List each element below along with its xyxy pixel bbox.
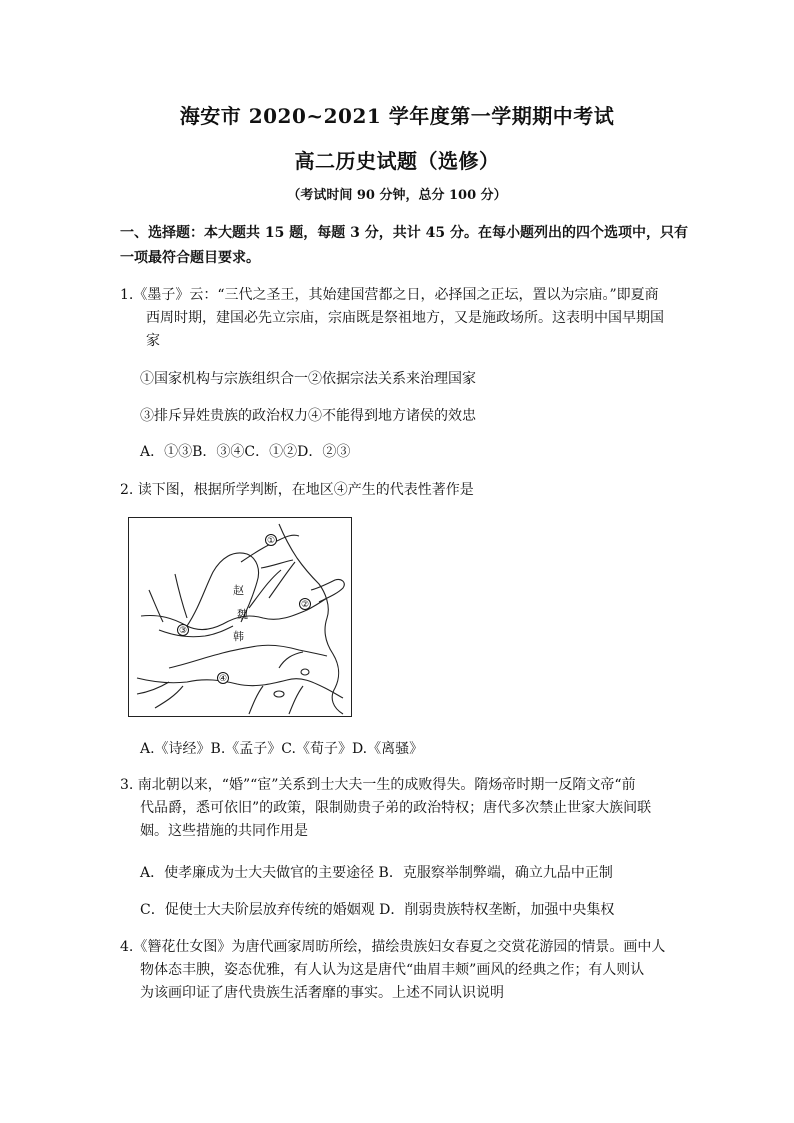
q4-stem-line1: 4.《簪花仕女图》为唐代画家周昉所绘，描绘贵族妇女春夏之交赏花游园的情景。画中人: [120, 939, 666, 955]
section-heading-line1: 一、选择题：本大题共 15 题，每题 3 分，共计 45 分。在每小题列出的四个选项中，只有: [120, 225, 688, 241]
map-marker-4: ④: [218, 674, 228, 684]
q2-stem: 2. 读下图，根据所学判断，在地区④产生的代表性著作是: [120, 482, 474, 498]
exam-title: 海安市 2020~2021 学年度第一学期期中考试: [179, 104, 615, 128]
map-marker-2: ②: [300, 600, 310, 610]
map-label-zhao: 赵: [233, 584, 244, 597]
map-marker-1: ①: [266, 536, 276, 546]
exam-info: （考试时间 90 分钟，总分 100 分）: [287, 188, 507, 203]
map-label-wei: 魏: [237, 608, 248, 621]
exam-subject: 高二历史试题（选修）: [294, 149, 500, 173]
q4-stem-line3: 为该画印证了唐代贵族生活奢靡的事实。上述不同认识说明: [140, 985, 504, 1001]
map-label-han: 韩: [233, 630, 244, 643]
q3-options-cd: C．促使士大夫阶层放弃传统的婚姻观 D．削弱贵族特权垄断，加强中央集权: [140, 902, 615, 918]
q3-options-ab: A．使孝廉成为士大夫做官的主要途径 B．克服察举制弊端，确立九品中正制: [140, 865, 613, 881]
q1-item-3-4: ③排斥异姓贵族的政治权力④不能得到地方诸侯的效忠: [140, 408, 476, 424]
map-marker-3: ③: [178, 626, 188, 636]
q1-item-1-2: ①国家机构与宗族组织合一②依据宗法关系来治理国家: [140, 371, 476, 387]
q1-stem-line1: 1.《墨子》云：“三代之圣王，其始建国营都之日，必择国之正坛，置以为宗庙。”即夏商: [120, 287, 659, 303]
q1-stem-line2: 西周时期，建国必先立宗庙，宗庙既是祭祖地方，又是施政场所。这表明中国早期国: [146, 310, 664, 326]
q3-stem-line2: 代品爵，悉可依旧”的政策，限制勋贵子弟的政治特权；唐代多次禁止世家大族间联: [140, 800, 652, 816]
section-heading-line2: 一项最符合题目要求。: [120, 250, 260, 266]
q3-stem-line3: 姻。这些措施的共同作用是: [140, 823, 308, 839]
q1-stem-line3: 家: [146, 333, 160, 349]
q1-options: A．①③B．③④C．①②D．②③: [140, 444, 351, 460]
q3-stem-line1: 3. 南北朝以来，“婚”“宦”关系到士大夫一生的成败得失。隋炀帝时期一反隋文帝“前: [120, 777, 636, 793]
q2-options: A.《诗经》B.《孟子》C.《荀子》D.《离骚》: [140, 741, 424, 757]
warring-states-map: [128, 517, 352, 717]
q4-stem-line2: 物体态丰腴，姿态优雅，有人认为这是唐代“曲眉丰颊”画风的经典之作；有人则认: [140, 962, 645, 978]
